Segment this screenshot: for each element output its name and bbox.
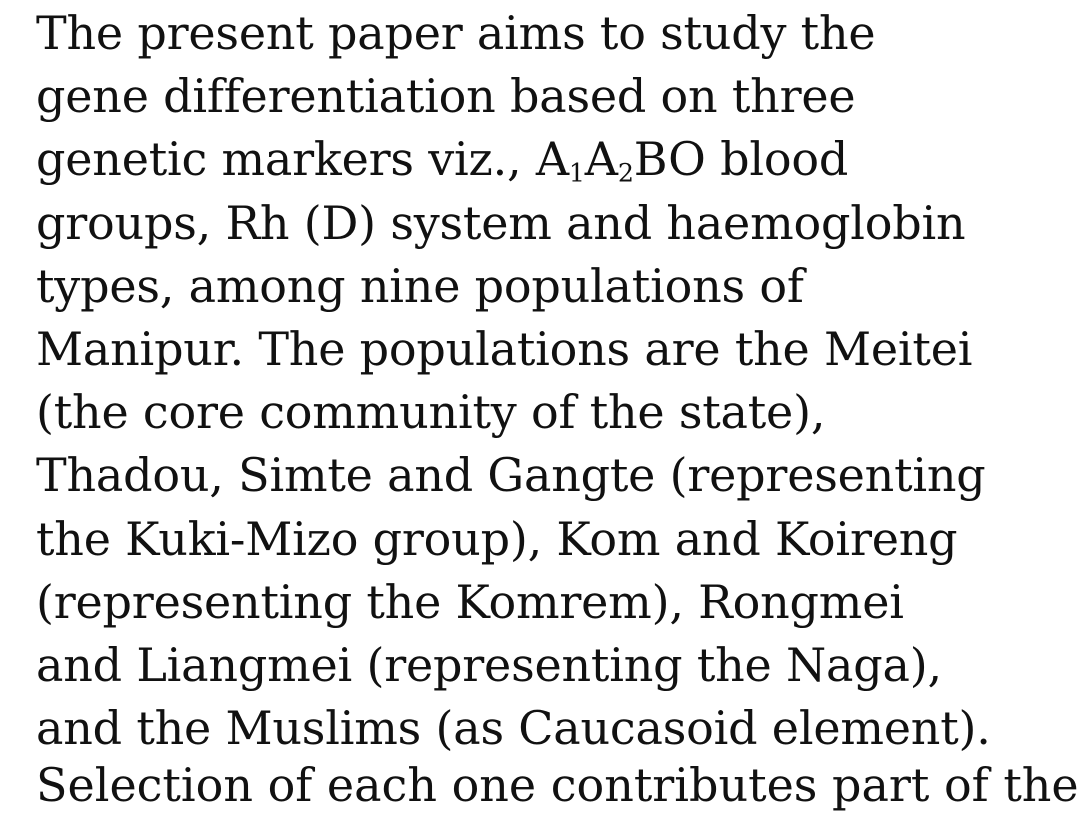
paragraph-line: the Kuki-Mizo group), Kom and Koireng <box>36 511 958 566</box>
paragraph-line: Manipur. The populations are the Meitei <box>36 322 973 377</box>
subscript: 2 <box>617 158 634 188</box>
paragraph-line-cut-off <box>36 758 1079 812</box>
paragraph-line: gene differentiation based on three <box>36 69 856 124</box>
paragraph-line-markers <box>36 128 1026 191</box>
text-fragment: A <box>584 132 618 187</box>
paragraph-line: and the Muslims (as Caucasoid element). <box>36 701 991 756</box>
body-paragraph <box>36 2 1026 760</box>
text-fragment: BO blood <box>633 132 849 187</box>
paragraph-line: The present paper aims to study the <box>36 6 876 60</box>
subscript: 1 <box>568 158 585 188</box>
partial-text: Selection of each one contributes part of the <box>36 758 1079 812</box>
paragraph-line: groups, Rh (D) system and haemoglobin <box>36 195 966 250</box>
paragraph-line: Thadou, Simte and Gangte (representing <box>36 448 986 503</box>
text-fragment: genetic markers viz., A <box>36 132 569 187</box>
paragraph-line: types, among nine populations of <box>36 258 804 313</box>
paragraph-line: (the core community of the state), <box>36 385 826 440</box>
paragraph-line: (representing the Komrem), Rongmei <box>36 574 904 629</box>
paragraph-line: and Liangmei (representing the Naga), <box>36 638 942 693</box>
